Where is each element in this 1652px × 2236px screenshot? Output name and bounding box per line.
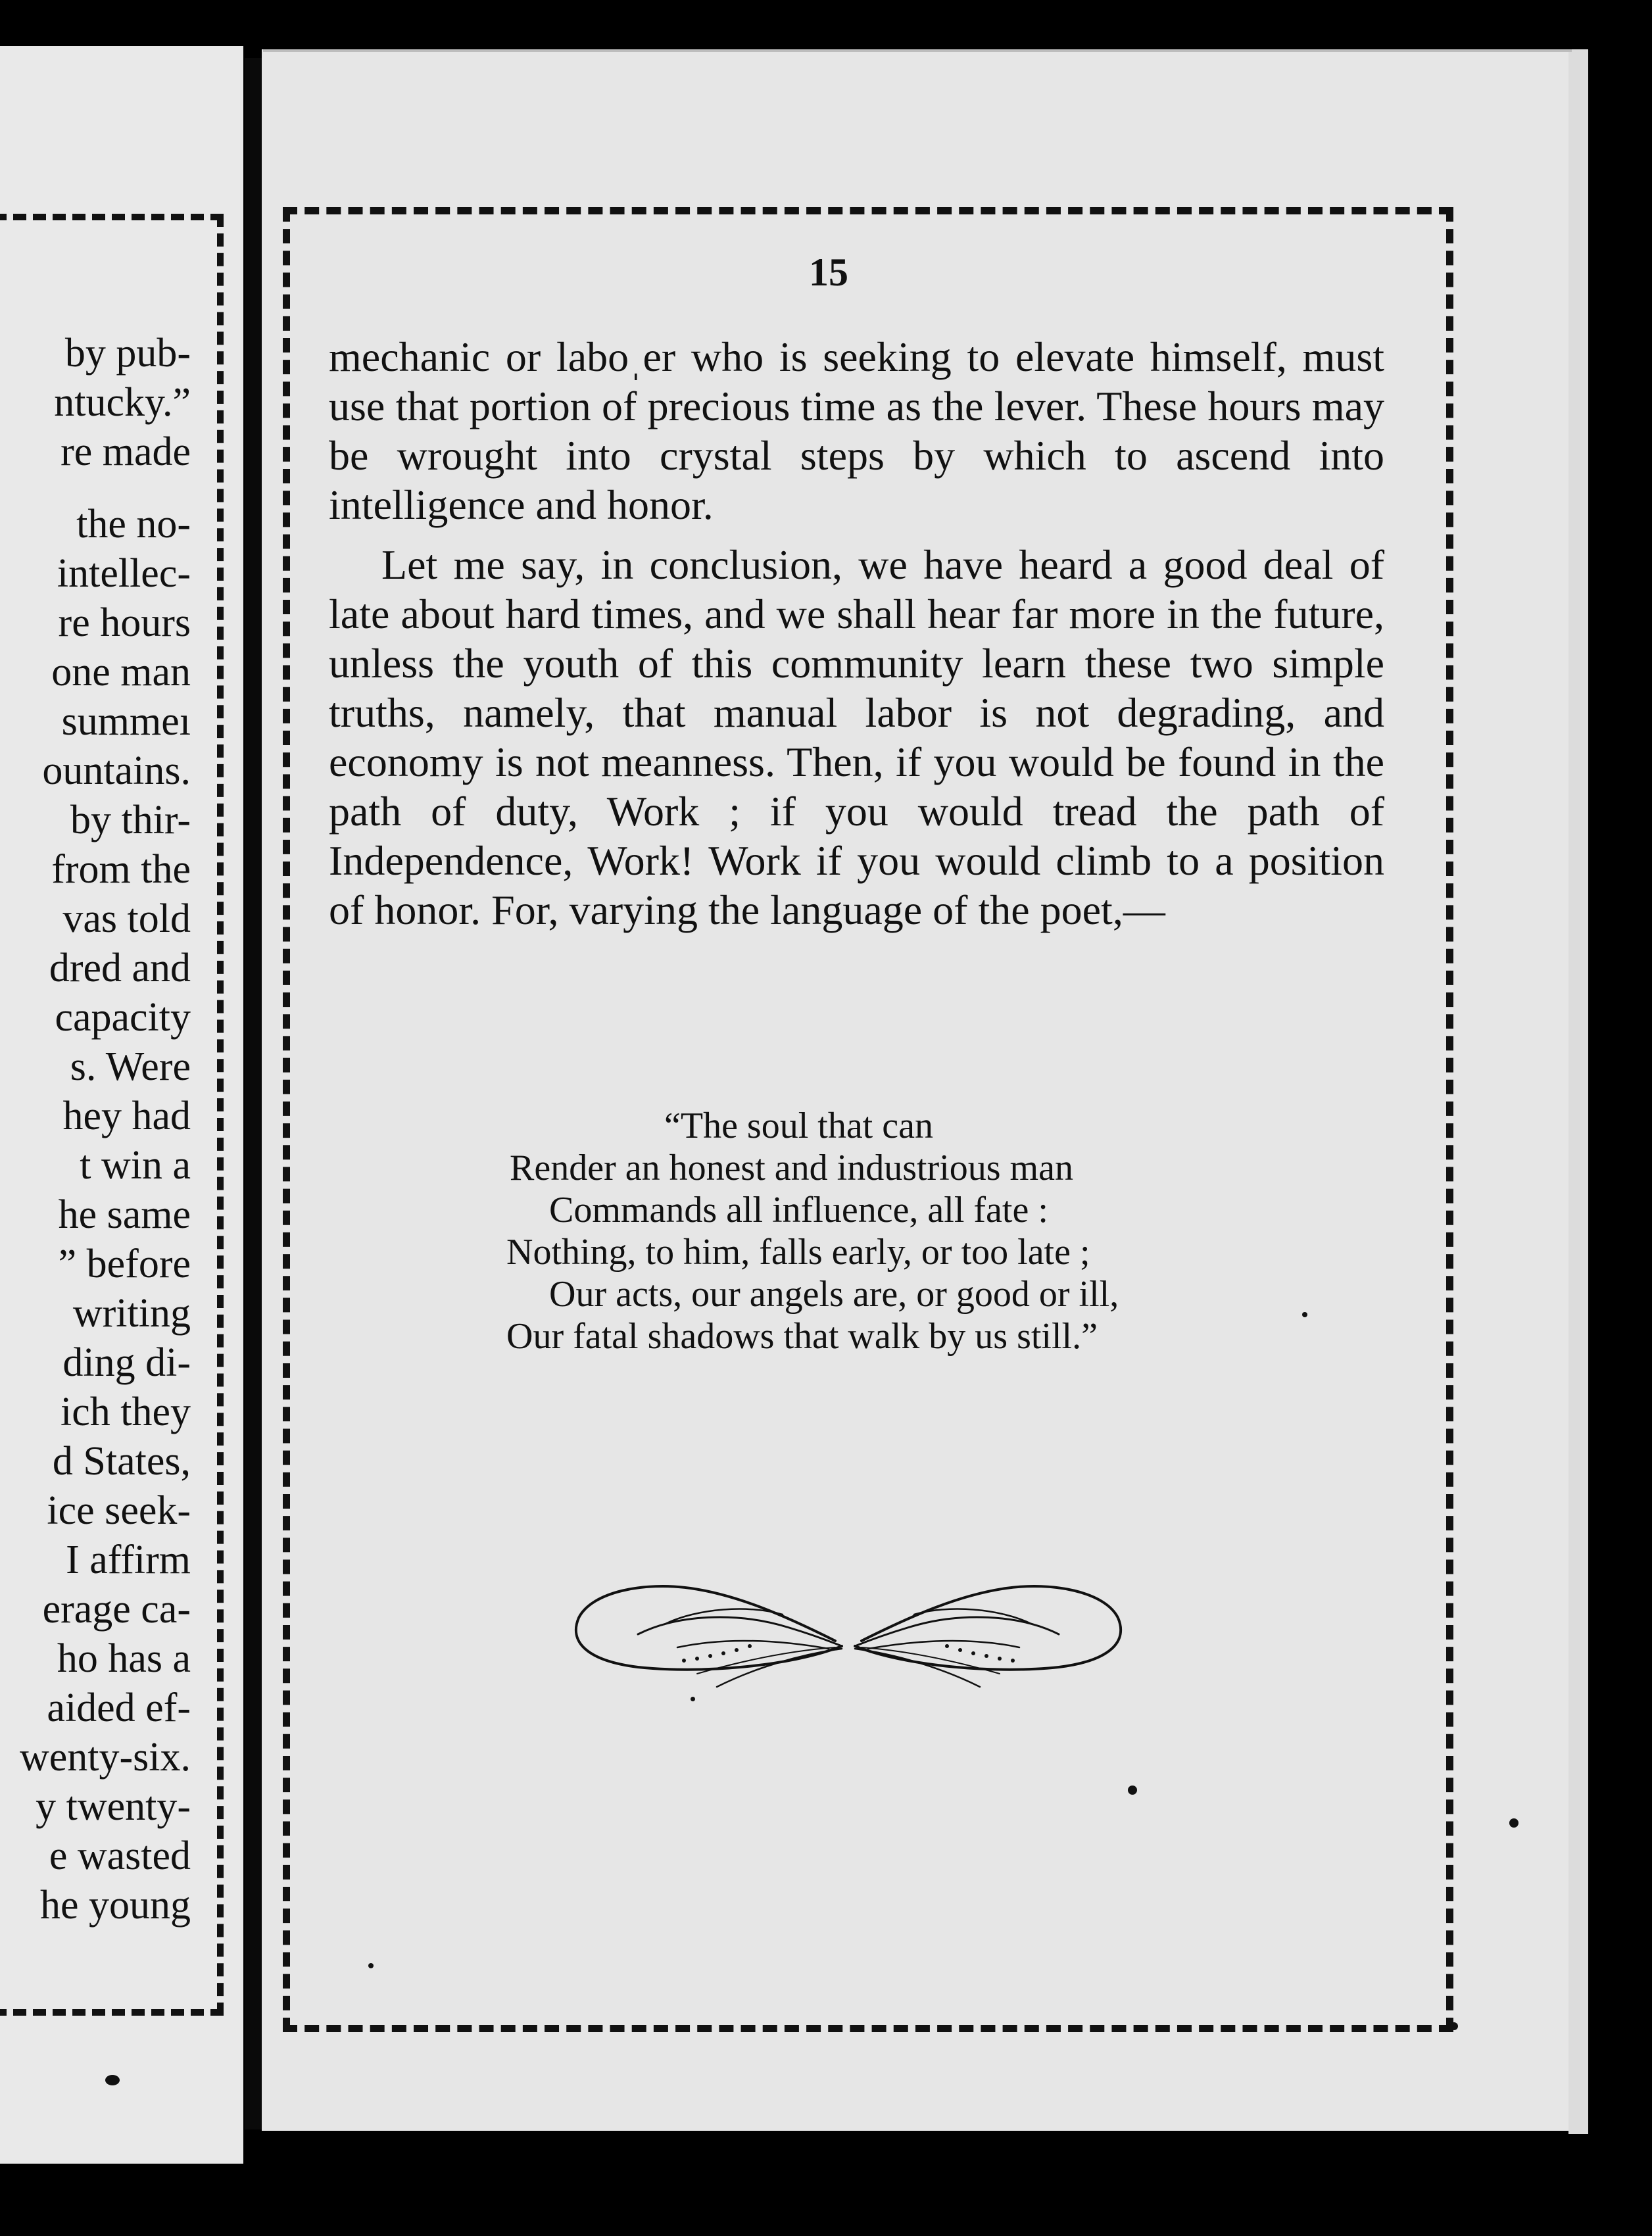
left-page <box>0 46 243 2164</box>
page-number: 15 <box>809 251 848 294</box>
left-line: d States, <box>52 1439 191 1484</box>
left-line: the no- <box>76 502 191 547</box>
poem-line: Our acts, our angels are, or good or ill, <box>549 1274 1119 1315</box>
left-paragraph-gap <box>0 477 191 500</box>
poem-line: Nothing, to him, falls early, or too late ; <box>506 1232 1090 1273</box>
left-line: he same <box>58 1192 191 1237</box>
scan-speck <box>1509 1818 1518 1828</box>
scan-speck <box>105 2075 120 2085</box>
left-line: erage ca- <box>42 1587 191 1632</box>
left-line: hey had <box>62 1094 191 1138</box>
left-line: y twenty- <box>36 1784 191 1829</box>
left-line: by pub- <box>64 331 191 376</box>
left-line: I affirm <box>66 1538 191 1582</box>
left-line: ntucky.” <box>54 380 191 425</box>
left-line: e wasted <box>49 1834 191 1878</box>
left-line: summeı <box>61 699 191 744</box>
left-line: by thir- <box>70 798 191 842</box>
left-line: re hours <box>58 600 191 645</box>
left-page-text <box>0 329 191 1930</box>
left-line: ountains. <box>42 748 191 793</box>
poem-line: Commands all influence, all fate : <box>549 1190 1048 1230</box>
left-line: wenty-six. <box>19 1735 191 1780</box>
left-line: dred and <box>49 946 191 990</box>
left-line: he young <box>39 1883 191 1928</box>
page-top-edge <box>263 49 1572 52</box>
paragraph-1: mechanic or laboˌer who is seeking to elevate himself, must use that portion of precious time as the lever. These hours may be wrought into crystal steps by which to ascend into intelligence and honor. <box>329 333 1384 528</box>
left-line: ” before <box>58 1242 191 1286</box>
scan-speck <box>691 1697 695 1701</box>
left-line: one man <box>51 650 191 694</box>
paragraph-2: Let me say, in conclusion, we have heard a good deal of late about hard times, and we shall hear far more in the future, unless the youth of this community learn these two simple truths, namely, that manual labor is not degrading, and economy is not meanness. Then, if you would be found in the path of duty, Work ; if you would tread the path of Independence, Work! Work if you would climb to a position of honor. For, varying the language of the poet,— <box>329 541 1384 933</box>
left-line: aided ef- <box>47 1686 191 1730</box>
left-line: vas told <box>62 896 191 941</box>
left-line: intellec- <box>57 551 191 596</box>
poem-line: Our fatal shadows that walk by us still.” <box>506 1316 1098 1357</box>
left-line: from the <box>51 847 191 892</box>
left-line: ding di- <box>62 1340 191 1385</box>
left-line: t win a <box>80 1143 191 1188</box>
poem-line: “The soul that can <box>664 1106 933 1146</box>
poem-quotation <box>500 1105 1289 1357</box>
scan-speck <box>1128 1786 1137 1795</box>
book-spine-gutter <box>245 58 262 2129</box>
scroll-flourish-ornament-icon <box>566 1568 1131 1707</box>
poem-line: Render an honest and industrious man <box>510 1148 1073 1188</box>
scan-speck <box>1302 1312 1307 1317</box>
body-text <box>329 332 1384 935</box>
left-line: re made <box>61 429 191 474</box>
left-line: ho has a <box>57 1636 191 1681</box>
left-line: ice seek- <box>47 1488 191 1533</box>
scan-speck <box>1450 2022 1458 2030</box>
left-line: writing <box>72 1291 191 1336</box>
left-line: ich they <box>61 1390 191 1434</box>
scan-speck <box>368 1963 374 1968</box>
left-line: capacity <box>55 995 191 1040</box>
left-line: s. Were <box>70 1044 191 1089</box>
right-page-edge <box>1568 49 1588 2134</box>
